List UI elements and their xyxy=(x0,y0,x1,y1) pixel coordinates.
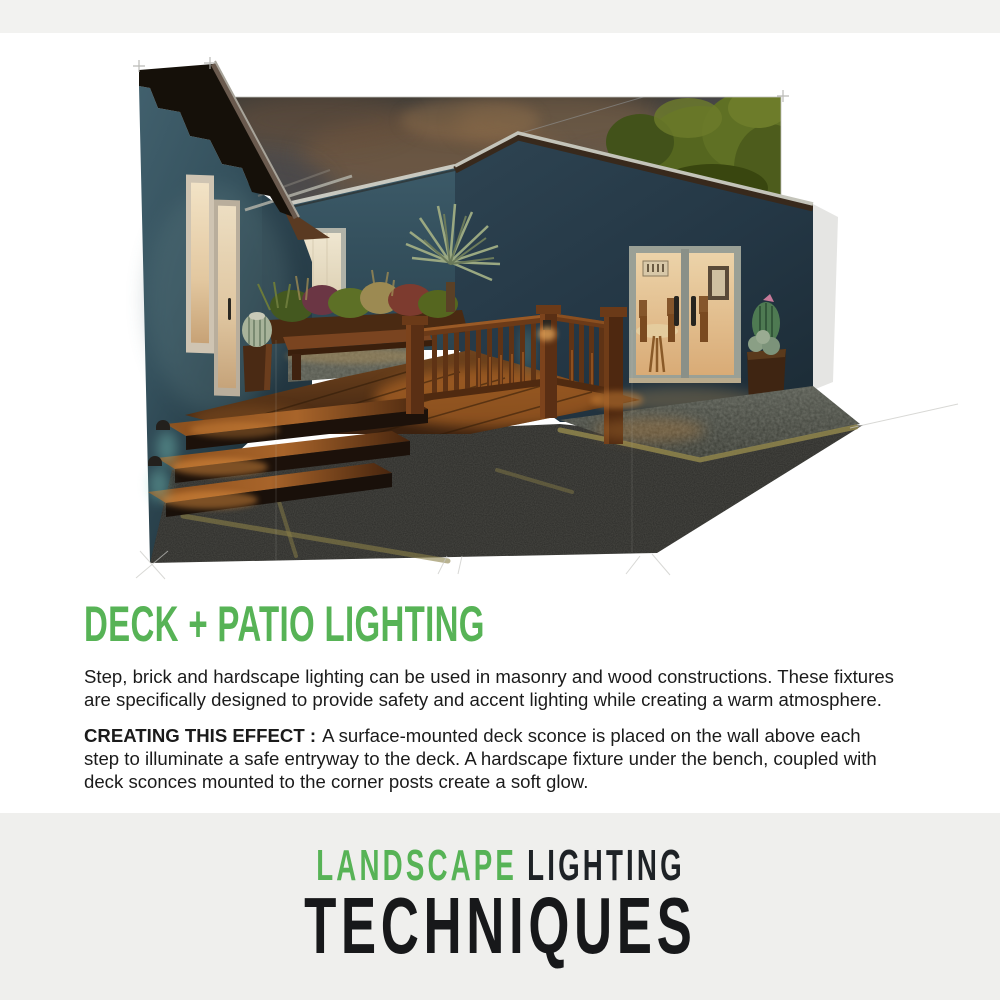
brand-title xyxy=(0,881,1000,970)
effect-label: CREATING THIS EFFECT : xyxy=(84,725,317,746)
right-edge-panel xyxy=(813,204,838,390)
section-title-text: DECK + PATIO LIGHTING xyxy=(84,596,485,652)
effect-paragraph xyxy=(84,724,899,793)
pedestal-cactus-left xyxy=(242,312,272,392)
brand-title-text: TECHNIQUES xyxy=(303,881,697,970)
section-title xyxy=(84,598,899,650)
brand-word-lighting: LIGHTING xyxy=(526,841,685,890)
footer-brand-band xyxy=(0,813,1000,1000)
left-lit-window xyxy=(186,174,214,353)
brand-word-landscape: LANDSCAPE xyxy=(315,841,517,890)
description-section xyxy=(84,598,899,793)
intro-paragraph: Step, brick and hardscape lighting can be used in masonry and wood constructions. These fixtures are specifically designed to provide safety and accent lighting while creating a warm atmosphere. xyxy=(84,666,894,710)
effect-text: A surface-mounted deck sconce is placed on the wall above each step to illuminate a safe entryway to the deck. A hardscape fixture under the bench, coupled with deck sconces mounted to the corner posts create a soft glow. xyxy=(84,725,877,792)
left-glass-door xyxy=(214,199,240,396)
